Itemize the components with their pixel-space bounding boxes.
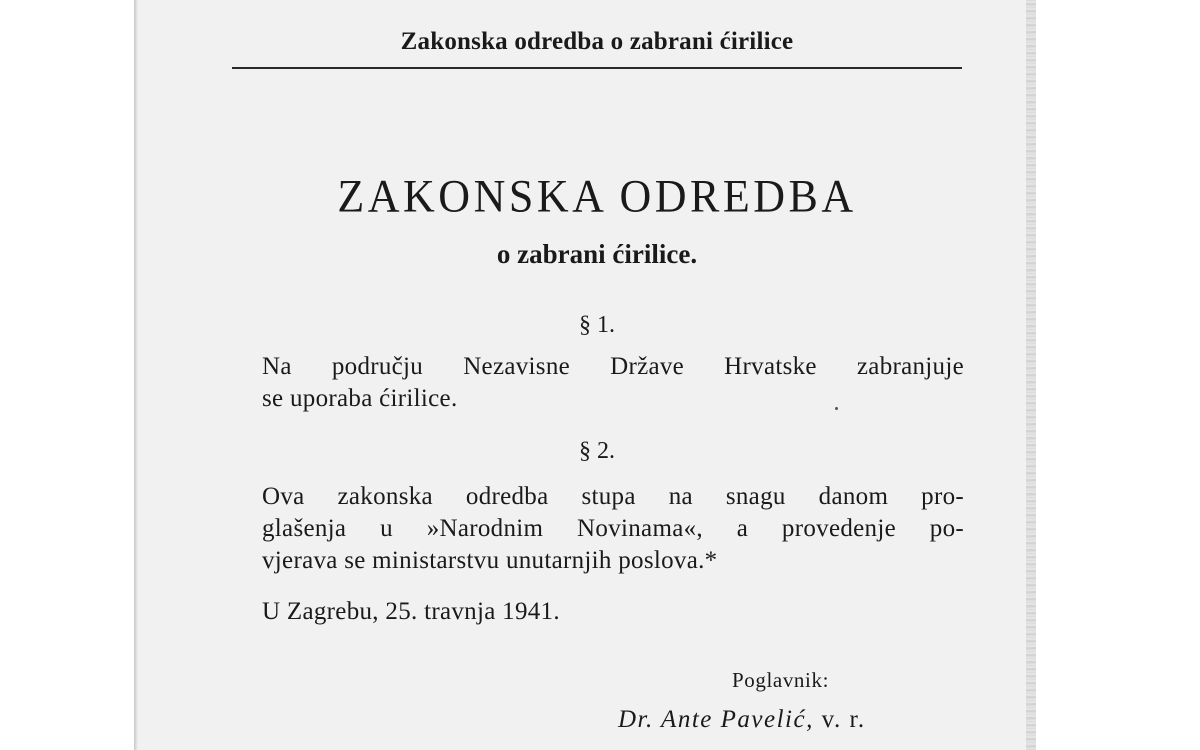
page-right-edge — [1026, 0, 1036, 750]
section-1-line: Na području Nezavisne Države Hrvatske zabranjuje — [262, 353, 964, 380]
section-2-line: glašenja u »Narodnim Novinama«, a provedenje po- — [262, 515, 964, 542]
place-date: U Zagrebu, 25. travnja 1941. — [262, 598, 560, 625]
section-2-line: vjerava se ministarstvu unutarnjih poslova.* — [262, 547, 718, 574]
document-subtitle: o zabrani ćirilice. — [496, 239, 698, 269]
section-1-text — [262, 351, 964, 415]
section-mark-2: § 2. — [579, 438, 615, 464]
signer-title: Poglavnik: — [732, 668, 830, 692]
running-head: Zakonska odredba o zabrani ćirilice — [400, 28, 794, 55]
signer-name — [618, 706, 866, 734]
section-mark-1: § 1. — [579, 312, 615, 338]
page-left-edge — [134, 0, 138, 750]
header-rule — [232, 67, 962, 69]
signer-name-italic: Dr. Ante Pavelić, — [618, 706, 814, 733]
paper-speck — [835, 407, 838, 410]
document-title: ZAKONSKA ODREDBA — [337, 170, 857, 223]
section-1-line: se uporaba ćirilice. — [262, 385, 458, 412]
section-2-line: Ova zakonska odredba stupa na snagu danom pro- — [262, 483, 964, 510]
signer-suffix: v. r. — [821, 706, 866, 733]
section-2-text — [262, 481, 964, 577]
